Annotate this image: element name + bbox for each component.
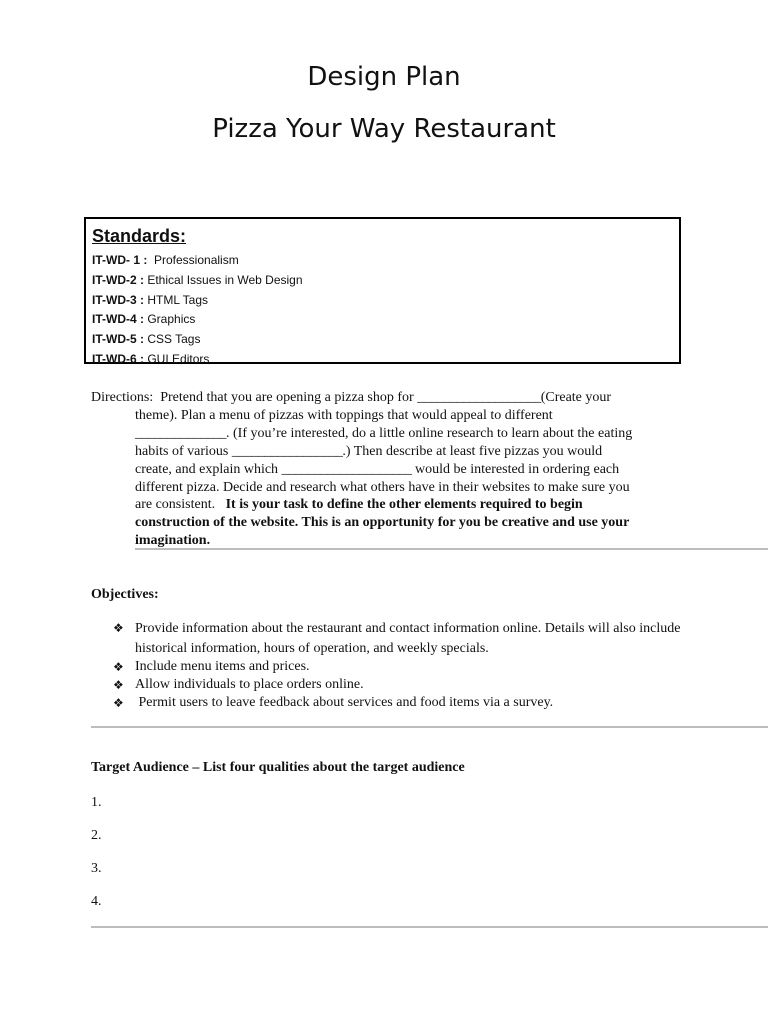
objective-text: Include menu items and prices. — [135, 659, 310, 674]
standard-code: IT-WD-5 : — [92, 332, 144, 347]
standard-code: IT-WD-4 : — [92, 312, 144, 327]
directions-line: different pizza. Decide and research what others have in their websites to make sure you — [135, 479, 630, 495]
standard-item — [92, 271, 673, 291]
directions-text: Pretend that you are opening a pizza shop for — [160, 390, 414, 405]
standards-heading: Standards: — [92, 226, 187, 246]
objective-item — [91, 658, 691, 676]
directions-line — [91, 425, 681, 443]
objective-text: Provide information about the restaurant and contact information online. Details will also include historical information, hours of operation, and weekly specials. — [135, 621, 681, 656]
section-divider — [91, 926, 768, 928]
standard-item — [92, 310, 673, 330]
standard-text: Professionalism — [154, 253, 239, 267]
standard-text: Graphics — [147, 312, 196, 327]
fill-in-blank: _________________ — [231, 443, 343, 459]
standard-code: IT-WD-3 : — [92, 292, 144, 307]
directions-line — [91, 496, 681, 514]
section-divider — [91, 726, 768, 728]
directions-line — [91, 389, 681, 407]
directions-text: habits of various — [135, 443, 229, 459]
standard-code: IT-WD-6 : — [92, 351, 144, 366]
fill-in-blank: ______________ — [135, 425, 226, 441]
directions-text: .) Then describe at least five pizzas you would — [342, 443, 603, 459]
directions-text: (Create your — [540, 390, 612, 405]
directions-label: Directions: — [91, 390, 154, 405]
directions-text: create, and explain which — [135, 461, 279, 477]
directions-emphasis-line: construction of the website. This is an opportunity for you be creative and use your — [135, 515, 630, 531]
document-subtitle: Pizza Your Way Restaurant — [212, 114, 556, 144]
target-audience-list — [91, 794, 102, 926]
diamond-bullet-icon: ❖ — [113, 660, 124, 674]
directions-text: . (If you’re interested, do a little online research to learn about the eating — [226, 425, 633, 441]
directions-text: would be interested in ordering each — [415, 461, 620, 477]
directions-line — [91, 443, 681, 461]
directions-emphasis: It is your task to define the other elements required to begin — [225, 497, 583, 513]
numbered-item: 2. — [91, 828, 102, 843]
directions-emphasis-line: imagination. — [135, 533, 211, 549]
standard-item — [92, 251, 673, 271]
directions-line — [91, 461, 681, 479]
standard-text: HTML Tags — [147, 292, 209, 307]
objective-text: Permit users to leave feedback about services and food items via a survey. — [135, 695, 554, 710]
objectives-list — [91, 619, 691, 712]
objective-item — [91, 619, 691, 658]
directions-paragraph — [91, 389, 681, 550]
standard-code: IT-WD-2 : — [92, 272, 144, 287]
standard-item — [92, 291, 673, 311]
target-audience-heading: Target Audience – List four qualities about the target audience — [91, 760, 465, 775]
document-title: Design Plan — [307, 62, 461, 92]
diamond-bullet-icon: ❖ — [113, 678, 124, 692]
standards-box — [84, 217, 681, 364]
standard-text: GUI Editors — [147, 351, 210, 366]
standard-item — [92, 350, 673, 370]
objective-text: Allow individuals to place orders online. — [135, 677, 364, 692]
standard-code: IT-WD- 1 : — [92, 253, 148, 267]
directions-line: theme). Plan a menu of pizzas with toppings that would appeal to different — [135, 407, 553, 423]
objectives-heading: Objectives: — [91, 587, 159, 602]
numbered-item: 3. — [91, 861, 102, 876]
standard-item — [92, 330, 673, 350]
diamond-bullet-icon: ❖ — [113, 696, 124, 710]
fill-in-blank: ____________________ — [281, 461, 412, 477]
standard-text: Ethical Issues in Web Design — [147, 272, 303, 287]
objective-item — [91, 694, 691, 712]
diamond-bullet-icon: ❖ — [113, 621, 124, 635]
directions-text: are consistent. — [135, 497, 216, 513]
fill-in-blank: ___________________ — [417, 390, 541, 405]
section-divider — [135, 548, 768, 550]
standard-text: CSS Tags — [147, 332, 201, 347]
numbered-item: 4. — [91, 894, 102, 909]
objective-item — [91, 676, 691, 694]
numbered-item: 1. — [91, 795, 102, 810]
